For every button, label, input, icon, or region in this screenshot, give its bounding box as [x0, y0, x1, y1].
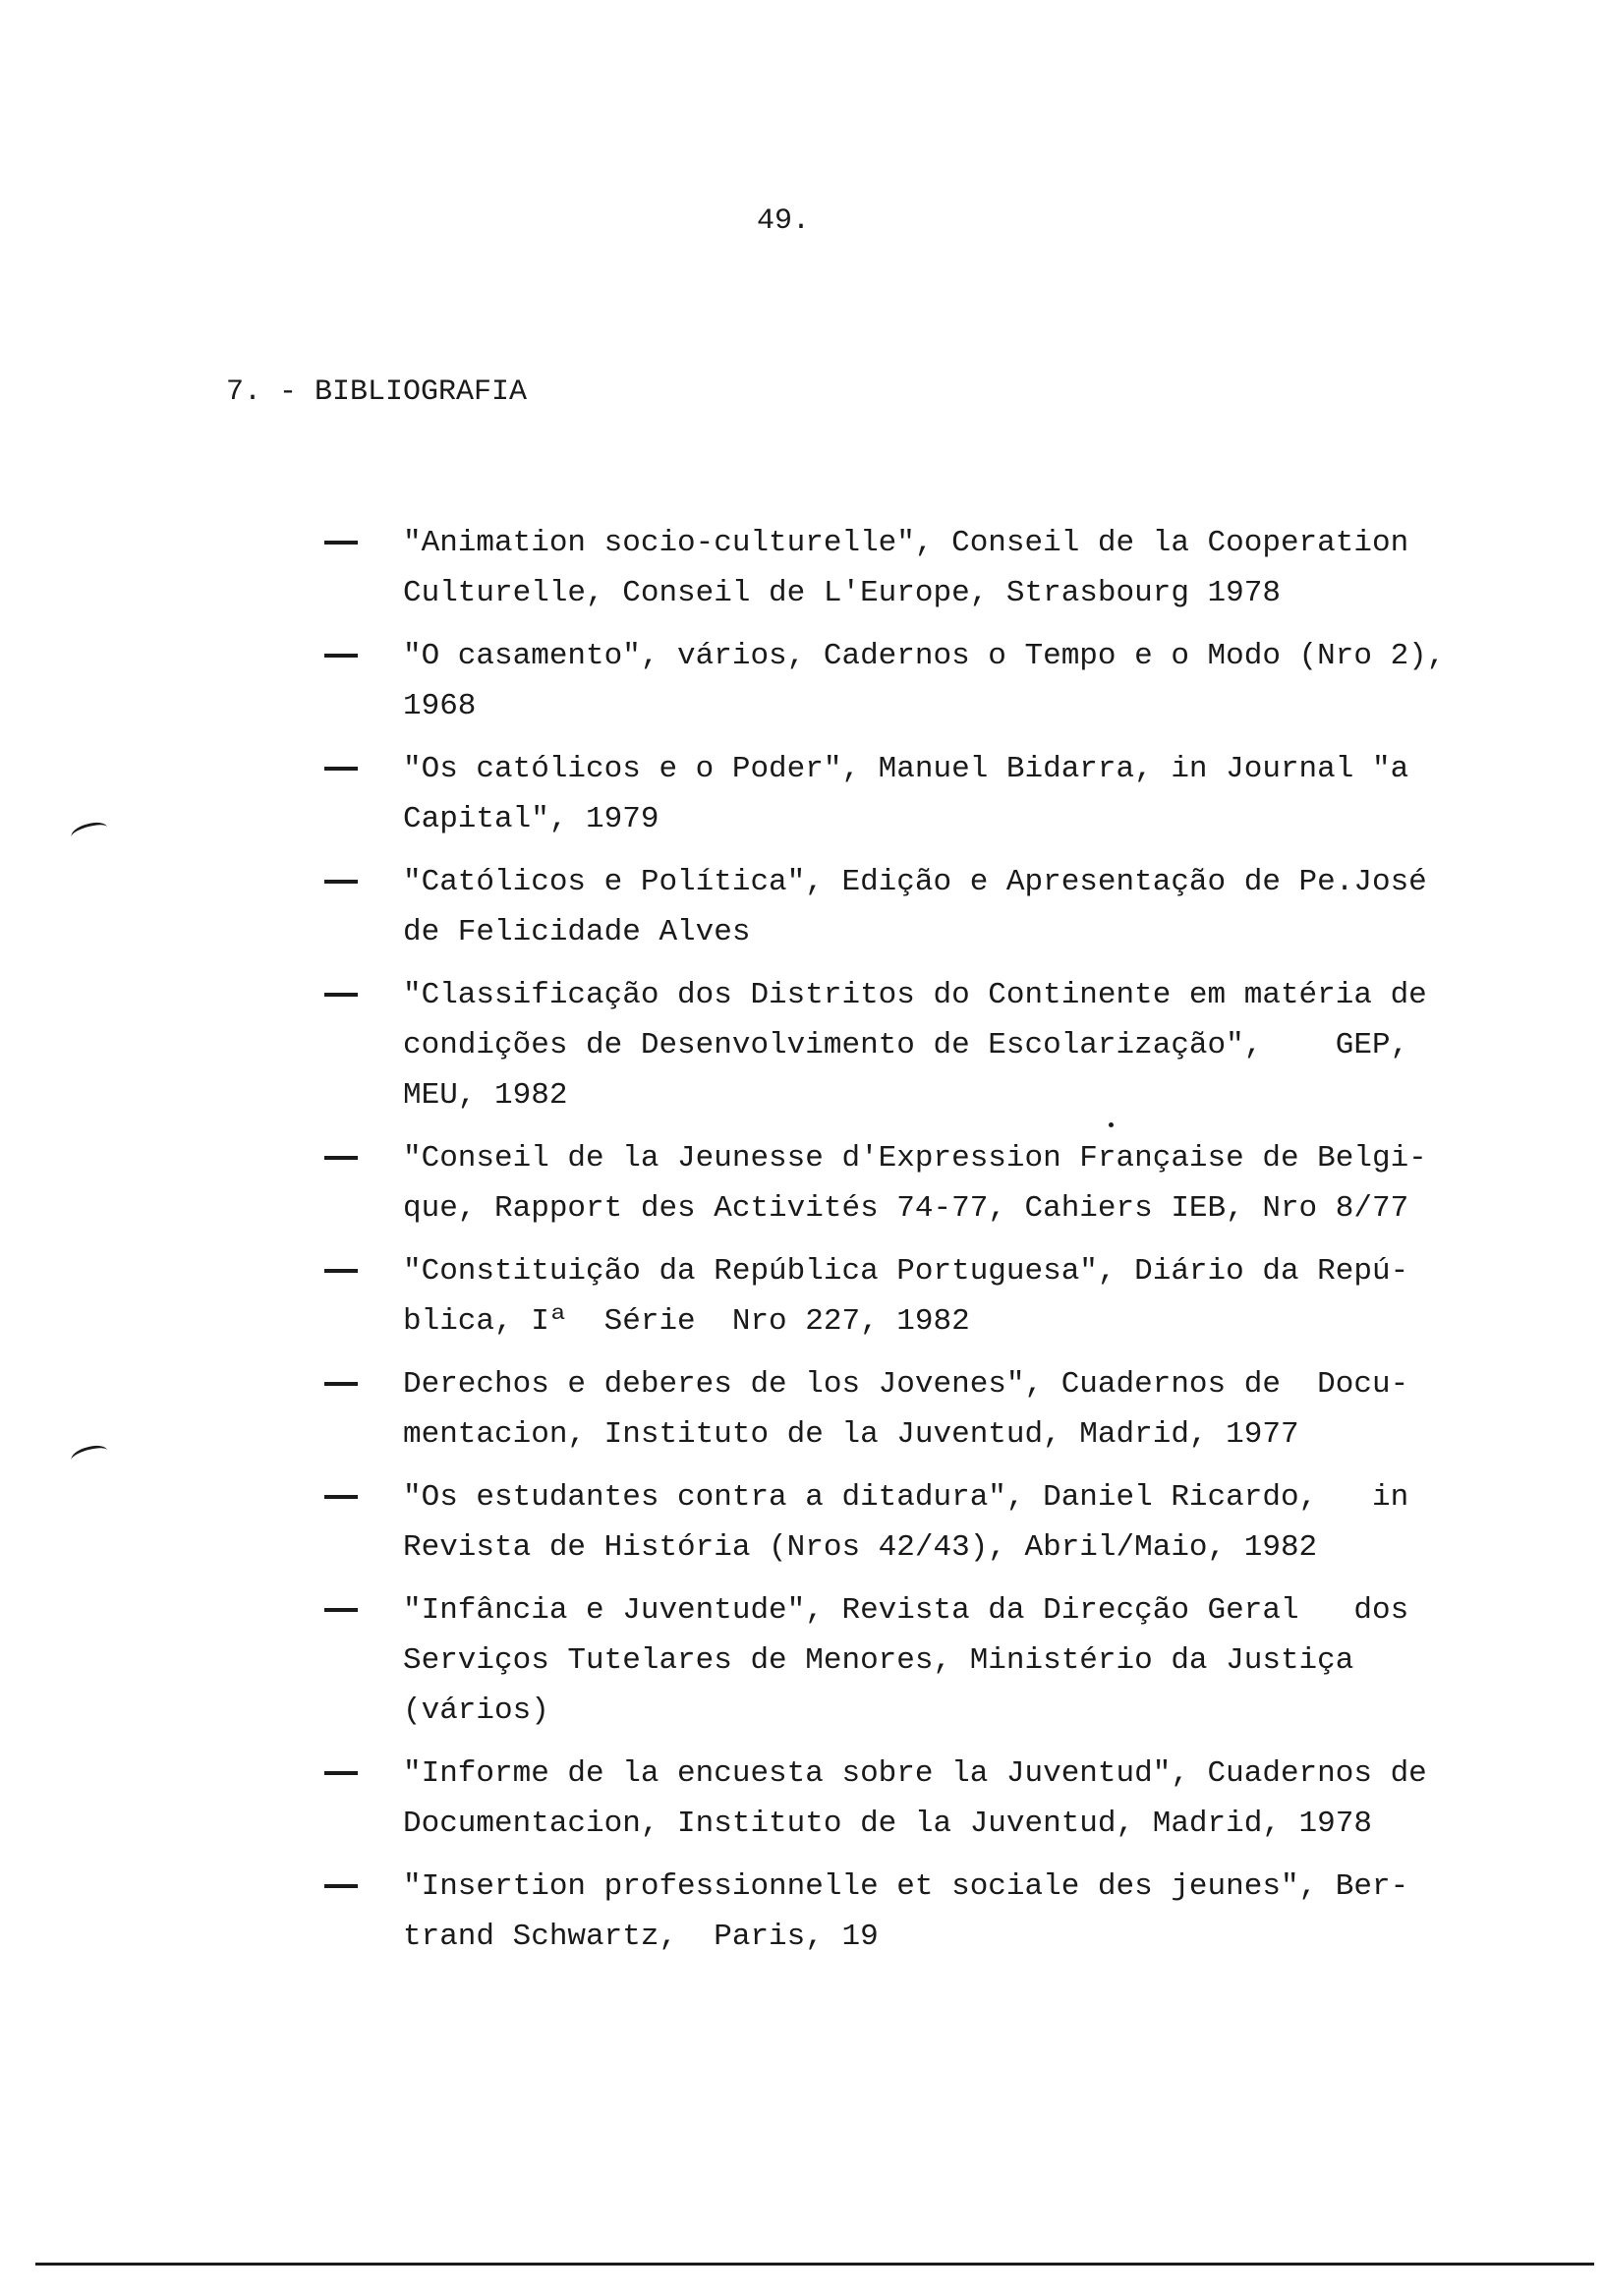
entry-line: "Informe de la encuesta sobre la Juventud", Cuadernos de: [403, 1756, 1427, 1791]
entry-line: "Infância e Juventude", Revista da Direcção Geral dos: [403, 1593, 1409, 1628]
entry-line: trand Schwartz, Paris, 19: [403, 1920, 879, 1954]
entry-line: "O casamento", vários, Cadernos o Tempo e o Modo (Nro 2),: [403, 639, 1446, 673]
entry-line: Documentacion, Instituto de la Juventud, Madrid, 1978: [403, 1807, 1372, 1841]
dash-bullet-icon: [324, 970, 362, 1020]
entry-line: "Classificação dos Distritos do Continente em matéria de: [403, 978, 1427, 1012]
entry-line: Serviços Tutelares de Menores, Ministério da Justiça: [403, 1643, 1354, 1678]
dash-bullet-icon: [324, 1749, 362, 1799]
binder-hole-mark: [69, 819, 109, 844]
bibliography-entry-text: [403, 1862, 1504, 1962]
entry-line: Revista de História (Nros 42/43), Abril/Maio, 1982: [403, 1530, 1318, 1565]
bibliography-entry-text: [403, 518, 1504, 618]
bibliography-entry-text: [403, 1749, 1504, 1849]
bibliography-entry-text: [403, 631, 1504, 731]
dash-bullet-icon: [324, 857, 362, 907]
page-number: 49.: [757, 204, 811, 238]
dash-bullet-icon: [324, 1862, 362, 1912]
bibliography-entry-text: [403, 970, 1504, 1120]
bibliography-entry: [324, 1246, 1504, 1347]
bibliography-entry-text: [403, 1472, 1504, 1573]
bottom-rule: [35, 2263, 1594, 2266]
bibliography-entry-text: [403, 1585, 1504, 1736]
bibliography-entry: [324, 1585, 1504, 1736]
entry-line: mentacion, Instituto de la Juventud, Madrid, 1977: [403, 1417, 1299, 1452]
entry-line: MEU, 1982: [403, 1078, 568, 1113]
section-heading: 7. - BIBLIOGRAFIA: [226, 375, 528, 409]
scan-speck: [1109, 1122, 1114, 1127]
entry-line: que, Rapport des Activités 74-77, Cahiers IEB, Nro 8/77: [403, 1191, 1409, 1226]
entry-line: de Felicidade Alves: [403, 915, 751, 949]
bibliography-entry-text: [403, 744, 1504, 844]
dash-bullet-icon: [324, 1359, 362, 1409]
binder-hole-mark: [69, 1442, 109, 1467]
entry-line: "Católicos e Política", Edição e Apresentação de Pe.José: [403, 865, 1427, 899]
bibliography-entry: [324, 631, 1504, 731]
entry-line: (vários): [403, 1693, 549, 1728]
entry-line: "Os estudantes contra a ditadura", Daniel Ricardo, in: [403, 1480, 1409, 1515]
entry-line: condições de Desenvolvimento de Escolarização", GEP,: [403, 1028, 1409, 1062]
bibliography-entry-text: [403, 1133, 1504, 1234]
bibliography-entry-text: [403, 857, 1504, 957]
entry-line: "Conseil de la Jeunesse d'Expression Française de Belgi-: [403, 1141, 1427, 1176]
bibliography-entry: [324, 1862, 1504, 1962]
dash-bullet-icon: [324, 1585, 362, 1636]
dash-bullet-icon: [324, 631, 362, 681]
entry-line: Derechos e deberes de los Jovenes", Cuadernos de Docu-: [403, 1367, 1409, 1402]
bibliography-entry: [324, 1472, 1504, 1573]
entry-line: "Constituição da República Portuguesa", Diário da Repú-: [403, 1254, 1409, 1289]
bibliography-entry: [324, 518, 1504, 618]
entry-line: "Insertion professionnelle et sociale des jeunes", Ber-: [403, 1869, 1409, 1904]
dash-bullet-icon: [324, 1472, 362, 1522]
dash-bullet-icon: [324, 1133, 362, 1183]
bibliography-entry-text: [403, 1359, 1504, 1460]
bibliography-list: [324, 518, 1504, 1975]
entry-line: blica, Iª Série Nro 227, 1982: [403, 1304, 970, 1339]
entry-line: Culturelle, Conseil de L'Europe, Strasbourg 1978: [403, 576, 1281, 610]
bibliography-entry: [324, 970, 1504, 1120]
bibliography-entry-text: [403, 1246, 1504, 1347]
bibliography-entry: [324, 857, 1504, 957]
bibliography-entry: [324, 1133, 1504, 1234]
entry-line: "Os católicos e o Poder", Manuel Bidarra, in Journal "a: [403, 752, 1409, 786]
entry-line: 1968: [403, 689, 477, 723]
dash-bullet-icon: [324, 518, 362, 568]
bibliography-entry: [324, 1359, 1504, 1460]
entry-line: Capital", 1979: [403, 802, 659, 836]
bibliography-entry: [324, 1749, 1504, 1849]
entry-line: "Animation socio-culturelle", Conseil de la Cooperation: [403, 526, 1409, 560]
dash-bullet-icon: [324, 744, 362, 794]
dash-bullet-icon: [324, 1246, 362, 1296]
bibliography-entry: [324, 744, 1504, 844]
